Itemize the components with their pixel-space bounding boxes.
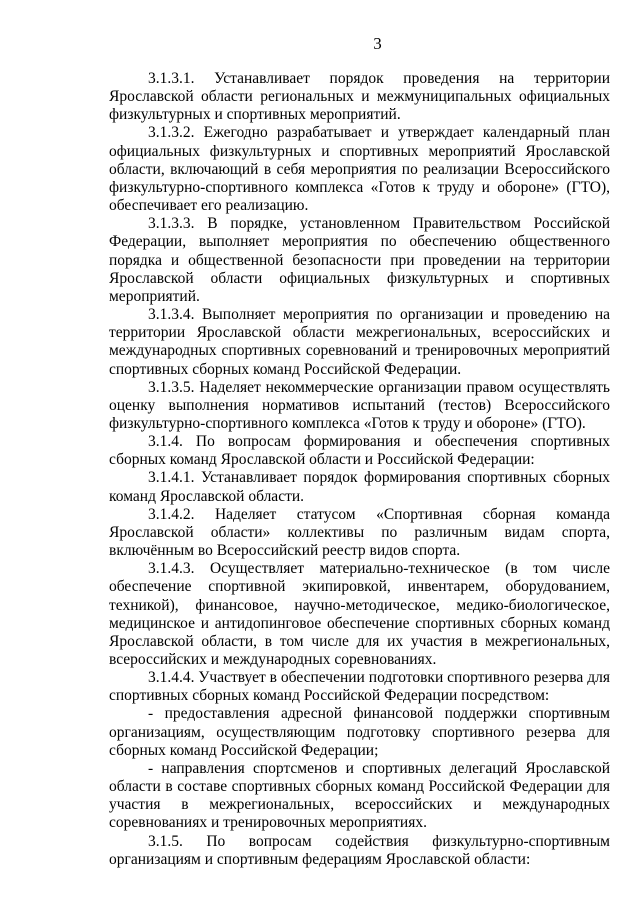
paragraph-3-1-3-5: 3.1.3.5. Наделяет некоммерческие организации правом осуществлять оценку выполнения нормативов испытаний (тестов) Всероссийского физкультурно-спортивного комплекса «Готов к труду и обороне» (ГТО). <box>109 378 610 432</box>
paragraph-3-1-5: 3.1.5. По вопросам содействия физкультурно-спортивным организациям и спортивным федерациям Ярославской области: <box>109 832 610 868</box>
paragraph-3-1-4-3: 3.1.4.3. Осуществляет материально-техническое (в том числе обеспечение спортивной экипировкой, инвентарем, оборудованием, техникой), финансовое, научно-методическое, медико-биологическое, медицинское и антидопинговое обеспечение спортивных сборных команд Ярославской области, в том числе для их участия в межрегиональных, всероссийских и международных соревнованиях. <box>109 560 610 668</box>
paragraph-3-1-3-3: 3.1.3.3. В порядке, установленном Правительством Российской Федерации, выполняет мероприятия по обеспечению общественного порядка и общественной безопасности при проведении на территории Ярославской области официальных физкультурных и спортивных мероприятий. <box>109 215 610 305</box>
page-number: 3 <box>373 34 382 53</box>
document-body <box>109 70 610 869</box>
list-item-athlete-delegations: - направления спортсменов и спортивных делегаций Ярославской области в составе спортивных сборных команд Российской Федерации для участия в межрегиональных, всероссийских и международных соревнованиях и тренировочных мероприятиях. <box>109 759 610 832</box>
paragraph-3-1-3-2: 3.1.3.2. Ежегодно разрабатывает и утверждает календарный план официальных физкультурных и спортивных мероприятий Ярославской области, включающий в себя мероприятия по реализации Всероссийского физкультурно-спортивного комплекса «Готов к труду и обороне» (ГТО), обеспечивает его реализацию. <box>109 124 610 215</box>
paragraph-3-1-4-2: 3.1.4.2. Наделяет статусом «Спортивная сборная команда Ярославской области» коллективы по различным видам спорта, включённым во Всероссийский реестр видов спорта. <box>109 505 610 560</box>
paragraph-3-1-4-1: 3.1.4.1. Устанавливает порядок формирования спортивных сборных команд Ярославской области. <box>109 469 610 505</box>
paragraph-3-1-4: 3.1.4. По вопросам формирования и обеспечения спортивных сборных команд Ярославской области и Российской Федерации: <box>109 433 610 469</box>
paragraph-3-1-3-1: 3.1.3.1. Устанавливает порядок проведения на территории Ярославской области региональных и межмуниципальных официальных физкультурных и спортивных мероприятий. <box>109 70 610 124</box>
list-item-financial-support: - предоставления адресной финансовой поддержки спортивным организациям, осуществляющим подготовку спортивного резерва для сборных команд Российской Федерации; <box>109 705 610 759</box>
paragraph-3-1-4-4: 3.1.4.4. Участвует в обеспечении подготовки спортивного резерва для спортивных сборных команд Российской Федерации посредством: <box>109 669 610 705</box>
paragraph-3-1-3-4: 3.1.3.4. Выполняет мероприятия по организации и проведению на территории Ярославской области межрегиональных, всероссийских и международных спортивных соревнований и тренировочных мероприятий спортивных сборных команд Российской Федерации. <box>109 306 610 378</box>
